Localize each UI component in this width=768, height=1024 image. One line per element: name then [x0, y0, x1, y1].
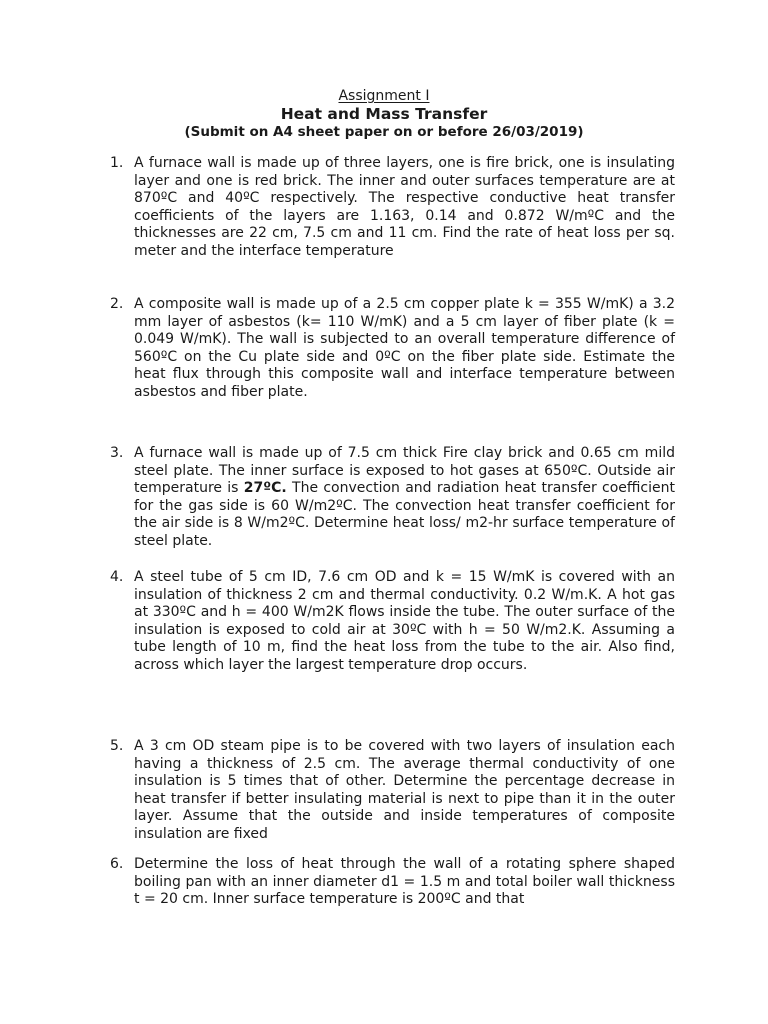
assignment-label: Assignment I — [338, 88, 430, 104]
question-number: 4. — [110, 569, 124, 585]
question-3 — [110, 445, 675, 550]
question-text: A 3 cm OD steam pipe is to be covered with two layers of insulation each having a thickness of 2.5 cm. The average thermal conductivity of one insulation is 5 times that of other. Determine the percentage decrease in heat transfer if better insulating material is next to pipe than it in the outer layer. Assume that the outside and inside temperatures of composite insulation are fixed — [134, 738, 675, 842]
question-number: 6. — [110, 856, 124, 872]
question-number: 3. — [110, 445, 124, 461]
submission-note: (Submit on A4 sheet paper on or before 26/03/2019) — [184, 124, 584, 140]
question-text-part: The convection and radiation heat transfer coefficient for the gas side is 60 W/m2ºC. The convection heat transfer coefficient for the air side is 8 W/m2ºC. Determine heat loss/ m2-hr surface temperature of steel plate. — [134, 480, 675, 549]
question-text: A furnace wall is made up of three layers, one is fire brick, one is insulating layer and one is red brick. The inner and outer surfaces temperature are at 870ºC and 40ºC respectively. The respective conductive heat transfer coefficients of the layers are 1.163, 0.14 and 0.872 W/mºC and the thicknesses are 22 cm, 7.5 cm and 11 cm. Find the rate of heat loss per sq. meter and the interface temperature — [134, 155, 675, 259]
question-2 — [110, 296, 675, 401]
question-text-part: A furnace wall is made up of 7.5 cm thick Fire clay brick and 0.65 cm mild steel plate. The inner surface is exposed to hot gases at 650ºC. Outside air temperature is — [134, 445, 675, 496]
question-text: A composite wall is made up of a 2.5 cm copper plate k = 355 W/mK) a 3.2 mm layer of asbestos (k= 110 W/mK) and a 5 cm layer of fiber plate (k = 0.049 W/mK). The wall is subjected to an overall temperature difference of 560ºC on the Cu plate side and 0ºC on the fiber plate side. Estimate the heat flux through this composite wall and interface temperature between asbestos and fiber plate. — [134, 296, 675, 400]
question-text: A steel tube of 5 cm ID, 7.6 cm OD and k = 15 W/mK is covered with an insulation of thickness 2 cm and thermal conductivity. 0.2 W/m.K. A hot gas at 330ºC and h = 400 W/m2K flows inside the tube. The outer surface of the insulation is exposed to cold air at 30ºC with h = 50 W/m2.K. Assuming a tube length of 10 m, find the heat loss from the tube to the air. Also find, across which layer the largest temperature drop occurs. — [134, 569, 675, 673]
question-text: Determine the loss of heat through the wall of a rotating sphere shaped boiling pan with an inner diameter d1 = 1.5 m and total boiler wall thickness t = 20 cm. Inner surface temperature is 200ºC and that — [134, 856, 675, 907]
question-5 — [110, 738, 675, 843]
question-4 — [110, 569, 675, 674]
question-number: 1. — [110, 155, 124, 171]
question-number: 5. — [110, 738, 124, 754]
page-title: Heat and Mass Transfer — [280, 105, 488, 123]
question-6 — [110, 856, 675, 909]
question-1 — [110, 155, 675, 260]
question-number: 2. — [110, 296, 124, 312]
question-text — [134, 445, 675, 550]
question-text-bold: 27ºC. — [243, 480, 287, 496]
